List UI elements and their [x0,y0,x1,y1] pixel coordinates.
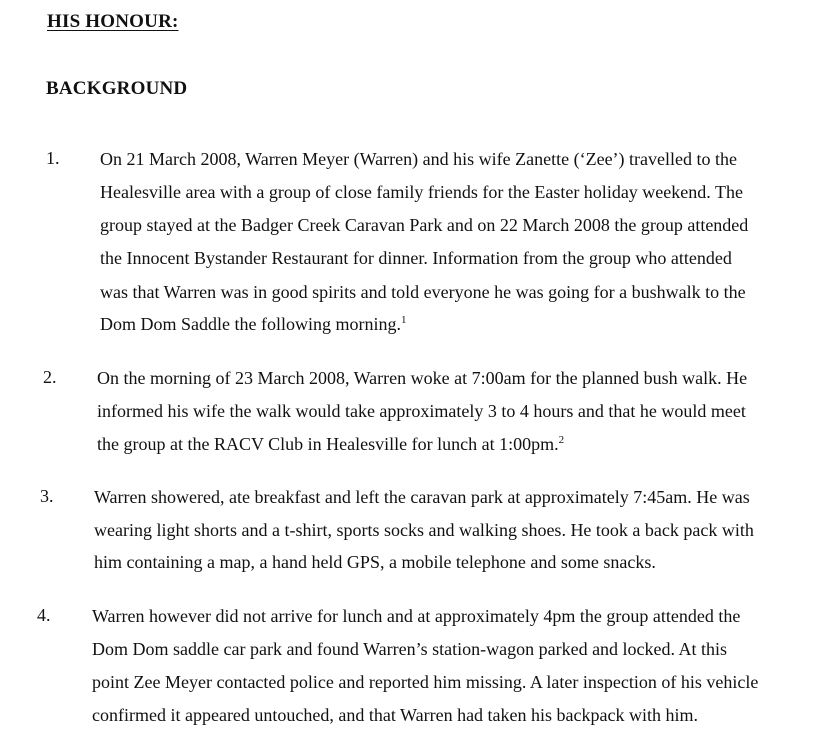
background-heading: BACKGROUND [46,78,188,99]
paragraph-line: Dom Dom Saddle the following morning. [100,314,401,334]
paragraph-line: the group at the RACV Club in Healesville for lunch at 1:00pm. [97,434,559,454]
paragraph-line: wearing light shorts and a t-shirt, sports socks and walking shoes. He took a back pack with [94,520,754,540]
paragraph-line: was that Warren was in good spirits and told everyone he was going for a bushwalk to the [100,282,746,302]
paragraph-line: the Innocent Bystander Restaurant for dinner. Information from the group who attended [100,248,732,268]
footnote-marker: 1 [400,314,407,326]
paragraph-line: him containing a map, a hand held GPS, a mobile telephone and some snacks. [94,552,656,572]
paragraph-line: Warren showered, ate breakfast and left the caravan park at approximately 7:45am. He was [94,487,750,507]
his-honour-heading: HIS HONOUR: [47,11,179,32]
paragraph-line: group stayed at the Badger Creek Caravan Park and on 22 March 2008 the group attended [100,215,749,235]
paragraph-line: Warren however did not arrive for lunch and at approximately 4pm the group attended the [92,606,741,626]
paragraph-line: Healesville area with a group of close family friends for the Easter holiday weekend. The [100,182,743,202]
paragraph-number: 2. [43,367,57,387]
paragraph-line-last [97,434,564,454]
paragraph-line-last [100,314,406,334]
paragraph-number: 4. [37,605,51,625]
paragraph-line: informed his wife the walk would take approximately 3 to 4 hours and that he would meet [97,401,746,421]
paragraph-line: point Zee Meyer contacted police and reported him missing. A later inspection of his vehicle [92,672,759,692]
paragraph-number: 3. [40,486,54,506]
footnote-marker: 2 [558,434,565,446]
paragraph-line: On the morning of 23 March 2008, Warren woke at 7:00am for the planned bush walk. He [97,368,748,388]
paragraph-line: Dom Dom saddle car park and found Warren’s station-wagon parked and locked. At this [92,639,728,659]
paragraph-line: confirmed it appeared untouched, and that Warren had taken his backpack with him. [92,705,699,725]
paragraph-line: On 21 March 2008, Warren Meyer (Warren) and his wife Zanette (‘Zee’) travelled to the [100,149,737,169]
paragraph-number: 1. [46,148,60,168]
